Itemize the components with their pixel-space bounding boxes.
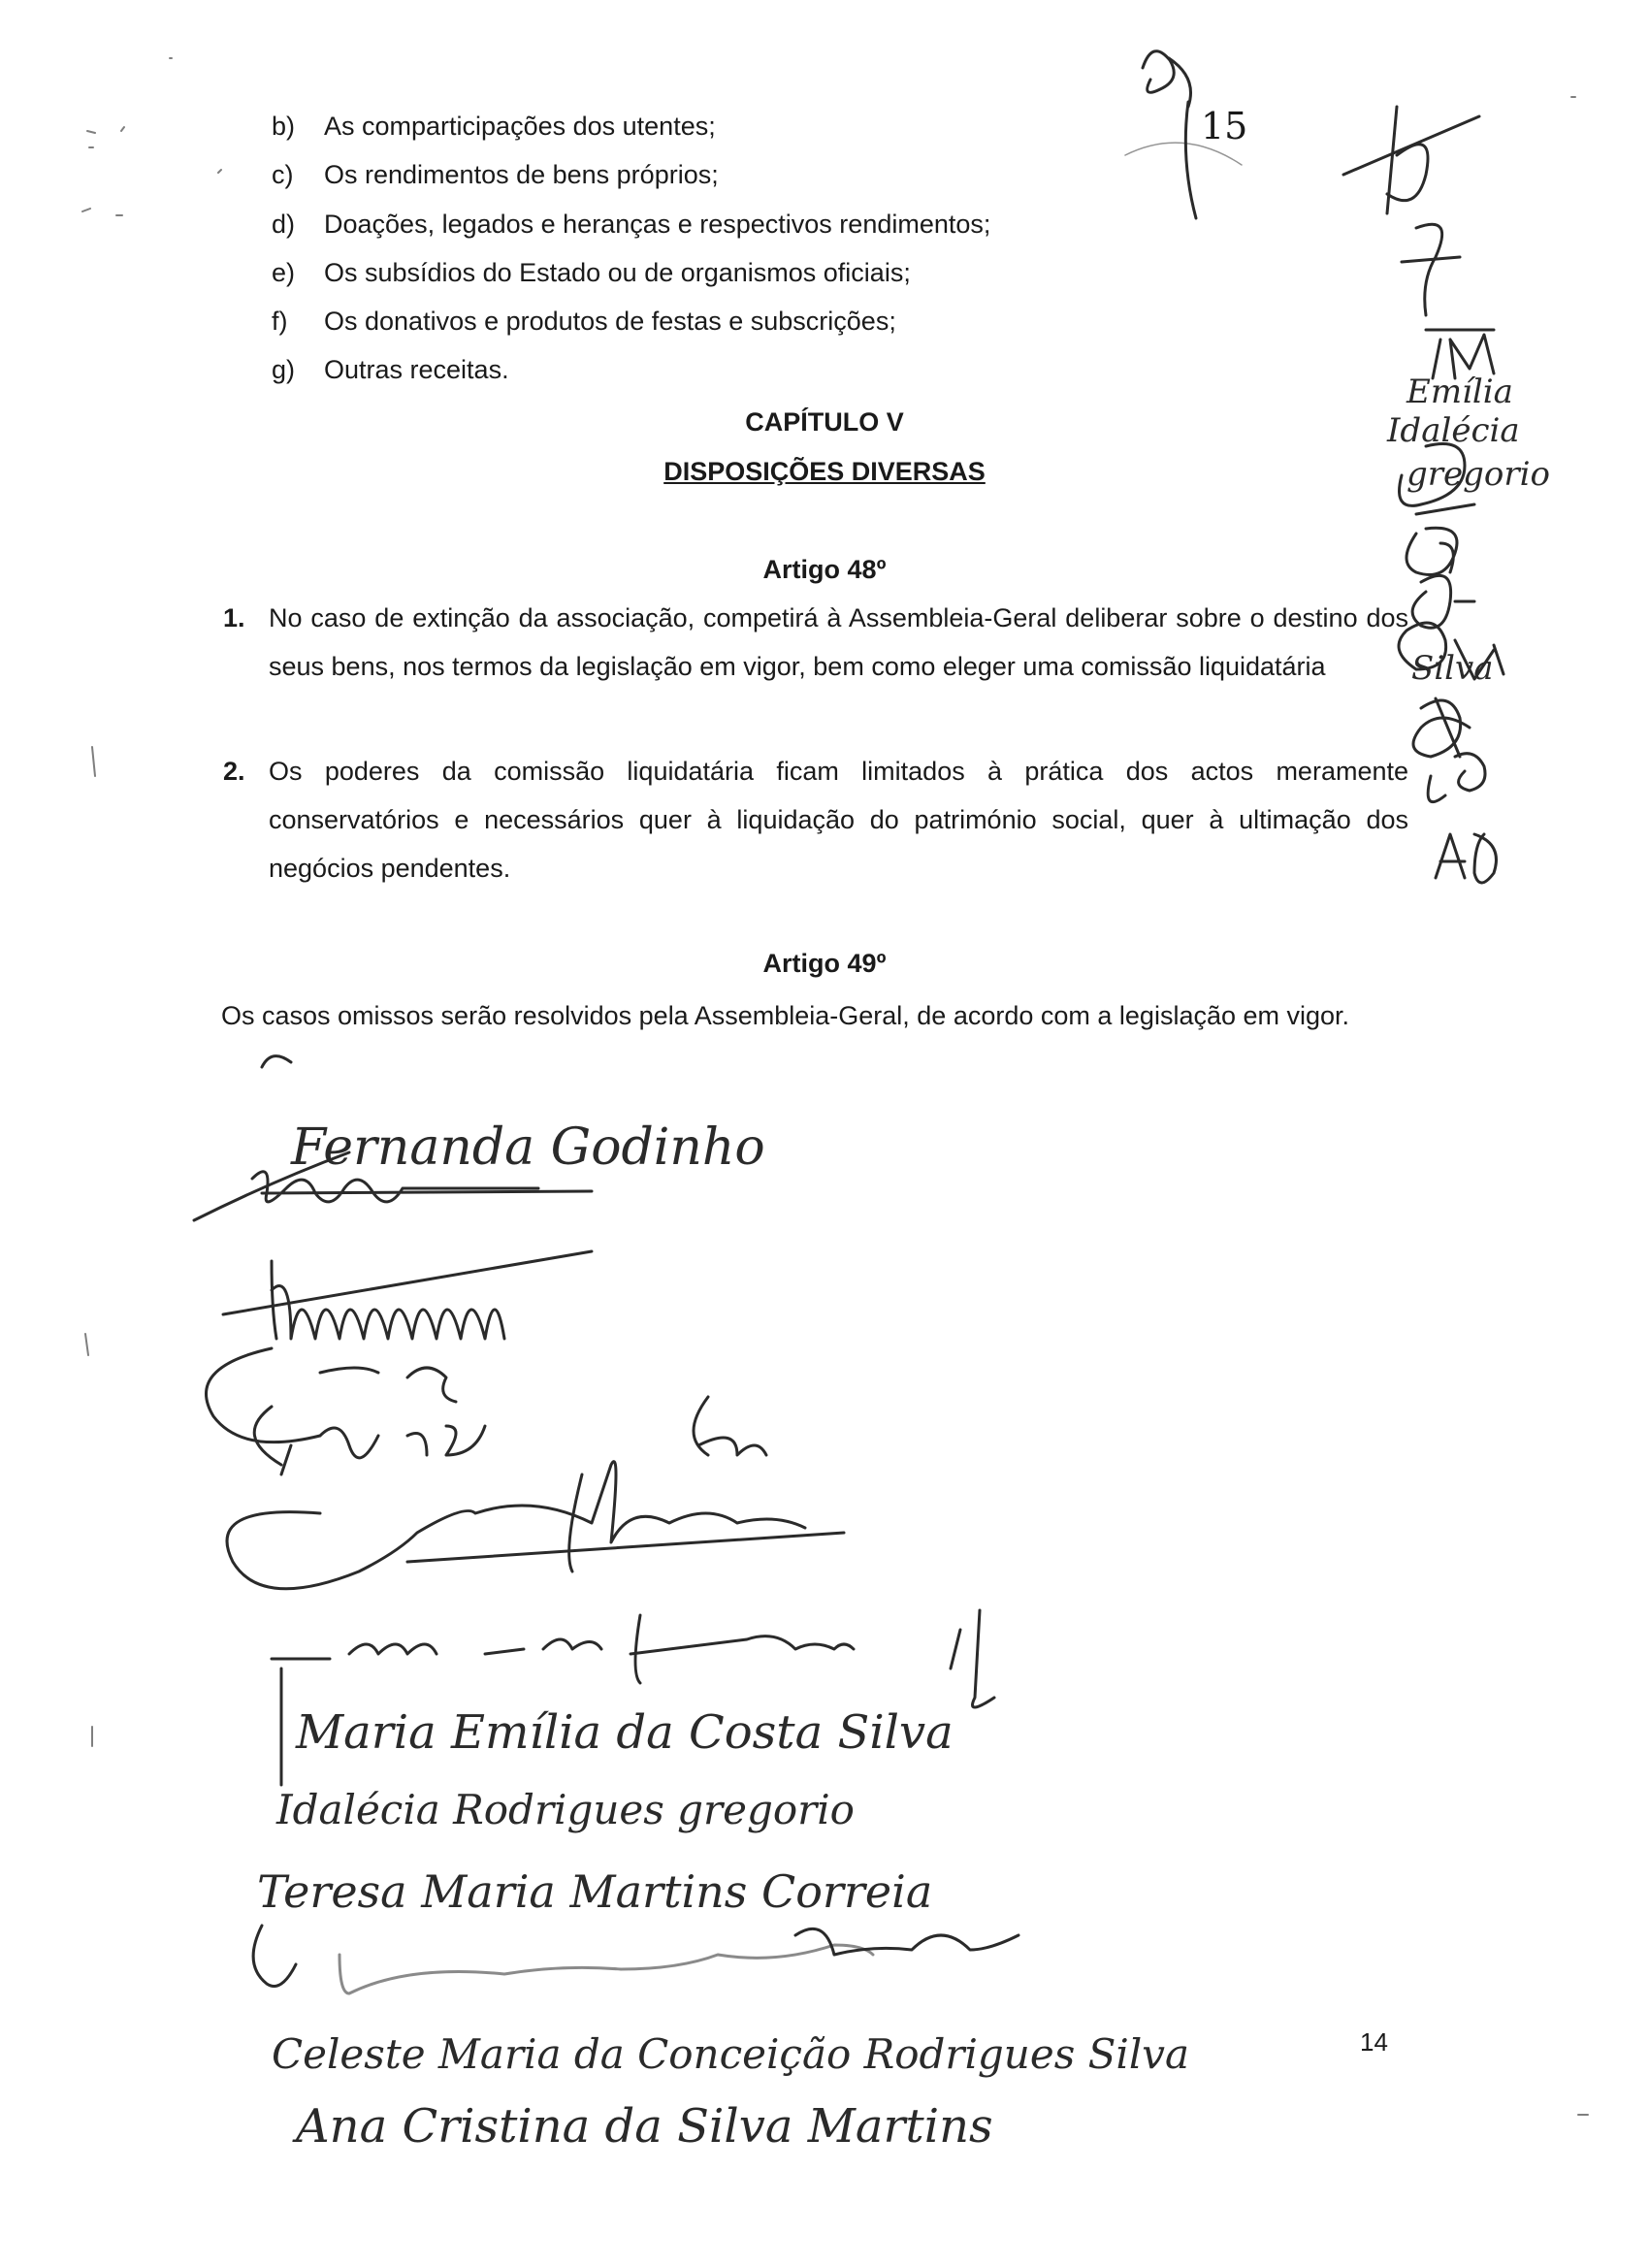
article-48-paragraph-1: No caso de extinção da associação, competirá à Assembleia-Geral deliberar sobre o destino dos seus bens, nos termos da legislação em vigor, bem como eleger uma comissão liquidatária	[269, 603, 1408, 681]
article-49-paragraph: Os casos omissos serão resolvidos pela Assembleia-Geral, de acordo com a legislação em vigor.	[221, 1001, 1350, 1030]
scribble-signatures	[194, 1056, 1018, 1993]
signature: Teresa Maria Martins Correia	[257, 1865, 933, 1918]
signature: Fernanda Godinho	[291, 1118, 765, 1177]
article-48-heading: Artigo 48º	[762, 555, 887, 584]
list-item: f) Os donativos e produtos de festas e subscrições;	[272, 307, 896, 336]
list-item: c) Os rendimentos de bens próprios;	[272, 160, 719, 189]
stamp-initial-mark	[1125, 51, 1242, 218]
signature: Ana Cristina da Silva Martins	[296, 2099, 993, 2154]
list-item: g) Outras receitas.	[272, 355, 509, 384]
signature: Maria Emília da Costa Silva	[296, 1705, 954, 1760]
signature-text	[257, 1118, 1189, 2154]
list-item: e) Os subsídios do Estado ou de organismos oficiais;	[272, 258, 911, 287]
article-48-paragraph-2: Os poderes da comissão liquidatária ficam limitados à prática dos actos meramente conservatórios e necessários quer à liquidação do património social, quer à ultimação dos negócios pendentes.	[269, 757, 1408, 883]
chapter-subtitle: DISPOSIÇÕES DIVERSAS	[663, 457, 986, 486]
margin-initials	[1343, 107, 1504, 883]
stamp-number: 15	[1201, 105, 1248, 147]
margin-initial: gregorio	[1406, 455, 1550, 494]
signature: Idalécia Rodrigues gregorio	[276, 1786, 855, 1833]
margin-initial-text	[1386, 373, 1550, 688]
signature: Celeste Maria da Conceição Rodrigues Silva	[272, 2030, 1190, 2078]
item-number: 1.	[223, 603, 245, 632]
item-number: 2.	[223, 757, 245, 786]
list-item: b) As comparticipações dos utentes;	[272, 112, 716, 141]
chapter-title: CAPÍTULO V	[745, 407, 904, 437]
margin-initial: Silva	[1411, 649, 1494, 688]
article-49-heading: Artigo 49º	[762, 949, 887, 978]
page-number: 14	[1360, 2027, 1388, 2057]
margin-initial: Emília	[1406, 373, 1513, 411]
list-item: d) Doações, legados e heranças e respectivos rendimentos;	[272, 210, 991, 239]
margin-initial: Idalécia	[1387, 411, 1520, 450]
